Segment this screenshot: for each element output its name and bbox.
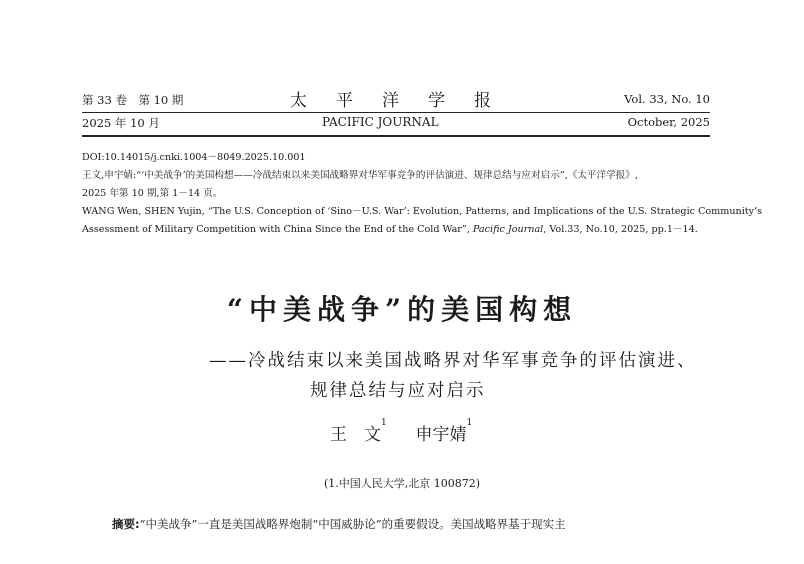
citation-en-line2 [82, 220, 698, 240]
author-2-affil-marker: 1 [466, 418, 473, 428]
abstract-label: 摘要: [112, 517, 140, 531]
author-2: 申宇婧 [415, 425, 467, 445]
article-title: “中美战争”的美国构想 [226, 293, 578, 326]
affiliation: (1.中国人民大学,北京 100872) [323, 477, 481, 490]
header-rule [82, 112, 710, 113]
author-1: 王 文 [330, 425, 381, 445]
journal-title-en: PACIFIC JOURNAL [322, 115, 439, 129]
citation-en-line2-start: Assessment of Military Competition with China Since the End of the Cold War”, [82, 224, 473, 235]
citation-cn-line2: 2025 年第 10 期,第 1－14 页。 [82, 188, 223, 199]
article-subtitle-line1: ——冷战结束以来美国战略界对华军事竞争的评估演进、 [209, 351, 697, 371]
volume-issue-cn: 第 33 卷 第 10 期 [82, 93, 184, 107]
abstract-text: “中美战争”一直是美国战略界炮制“中国威胁论”的重要假设。美国战略界基于现实主 [139, 517, 566, 531]
date-cn: 2025 年 10 月 [82, 116, 160, 130]
citation-cn-line1: 王文,申宇婧:“‘中美战争’的美国构想——冷战结束以来美国战略界对华军事竞争的评估演进、规律总结与应对启示”,《太平洋学报》, [82, 170, 638, 181]
header-double-rule [82, 135, 710, 137]
date-en: October, 2025 [627, 115, 710, 129]
citation-en-line2-end: , Vol.33, No.10, 2025, pp.1－14. [543, 224, 698, 235]
volume-issue-en: Vol. 33, No. 10 [624, 92, 710, 106]
citation-en-line1: WANG Wen, SHEN Yujin, “The U.S. Conception of ‘Sino－U.S. War’: Evolution, Patterns, and Implications of the U.S. Strategic Community’s [82, 206, 763, 217]
citation-journal-name: Pacific Journal [472, 224, 544, 235]
abstract [112, 516, 566, 532]
article-subtitle-line2: 规律总结与应对启示 [310, 381, 486, 401]
authors [330, 420, 472, 445]
journal-title-cn: 太 平 洋 学 报 [290, 91, 497, 111]
doi: DOI:10.14015/j.cnki.1004－8049.2025.10.001 [82, 152, 306, 163]
author-1-affil-marker: 1 [381, 418, 387, 428]
